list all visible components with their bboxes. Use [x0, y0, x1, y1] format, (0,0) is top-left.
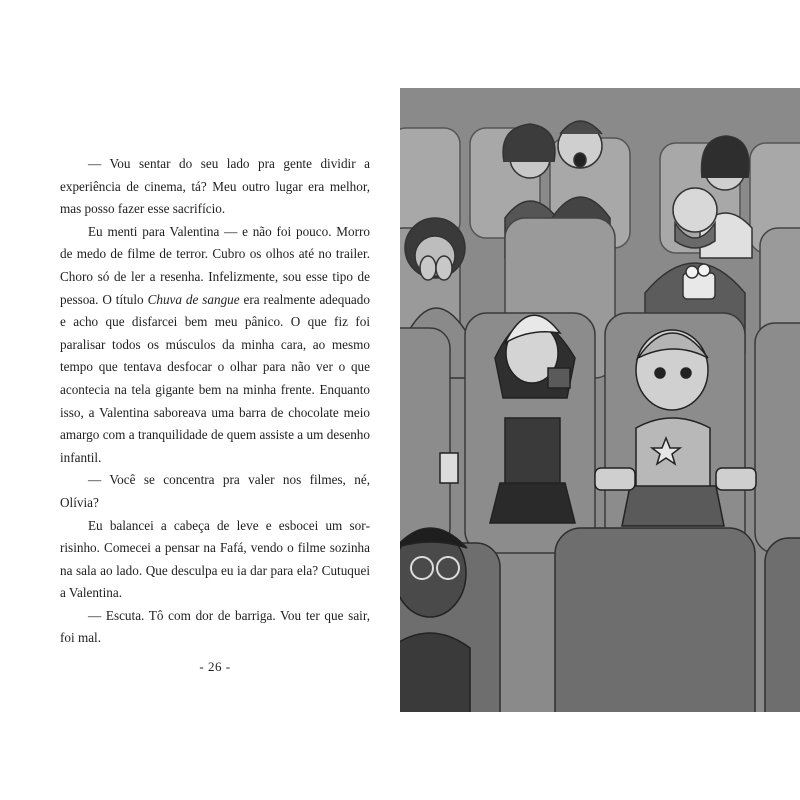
page-number: - 26 - — [199, 659, 231, 674]
valentina-shirt — [505, 418, 560, 488]
valentina-skirt — [490, 483, 575, 523]
cinema-illustration — [400, 88, 800, 712]
seat — [555, 528, 755, 712]
scared-man-mouth — [574, 153, 586, 167]
girl-hand — [420, 256, 436, 280]
paragraph-text: era realmente adequado e acho que disfarcei bem meu pânico. O que fiz foi paralisar todos os músculos da minha cara, ao mesmo tempo que tentava desfocar o olhar para não ver o que acontecia na tela gigante bem na minha frente. Enquanto isso, a Valentina saboreava uma barra de chocolate meio amargo com a tranquilidade de quem assiste a um desenho infantil. — [60, 291, 370, 465]
popcorn — [686, 266, 698, 278]
girl-hand — [436, 256, 452, 280]
seat — [765, 538, 800, 712]
seat — [400, 328, 450, 548]
paragraph-text: — Vou sentar do seu lado pra gente dividir a experiência de cinema, tá? Meu outro lugar era melhor, mas posso fazer esse sacrifício. — [60, 156, 370, 217]
text-column — [60, 153, 370, 650]
olivia-hand — [595, 468, 635, 490]
boy-shirt — [400, 633, 470, 712]
book-title-text: Chuva de sangue — [147, 291, 240, 307]
paragraph-text: — Escuta. Tô com dor de barriga. Vou ter que sair, foi mal. — [60, 607, 370, 646]
illustration-canvas — [400, 88, 800, 712]
paragraph-text: — Você se concentra pra valer nos filmes, né, Olívia? — [60, 472, 370, 510]
paragraph — [60, 515, 370, 605]
paragraph-text: Eu menti para Valentina — e não foi pouco. Morro de medo de filme de terror. Cubro os olhos até no trailer. Choro só de ler a resenha. Infelizmente, sou esse tipo de pessoa. O título — [60, 223, 370, 307]
seat — [755, 323, 800, 553]
olivia-hand — [716, 468, 756, 490]
paragraph-text: Eu balancei a cabeça de leve e esbocei um sorrisinho. Comecei a pensar na Fafá, vendo o filme sozinha na sala ao lado. Que desculpa eu ia dar para ela? Cutuquei a Valentina. — [60, 517, 370, 601]
bald-man-head — [673, 188, 717, 232]
olivia-eye — [655, 368, 665, 378]
paragraph — [60, 469, 370, 514]
chocolate-bar — [548, 368, 570, 388]
paragraph — [60, 153, 370, 221]
paragraph — [60, 221, 370, 470]
olivia-eye — [681, 368, 691, 378]
olivia-shorts — [622, 486, 724, 526]
paragraph — [60, 605, 370, 650]
drink-cup — [440, 453, 458, 483]
popcorn — [698, 264, 710, 276]
